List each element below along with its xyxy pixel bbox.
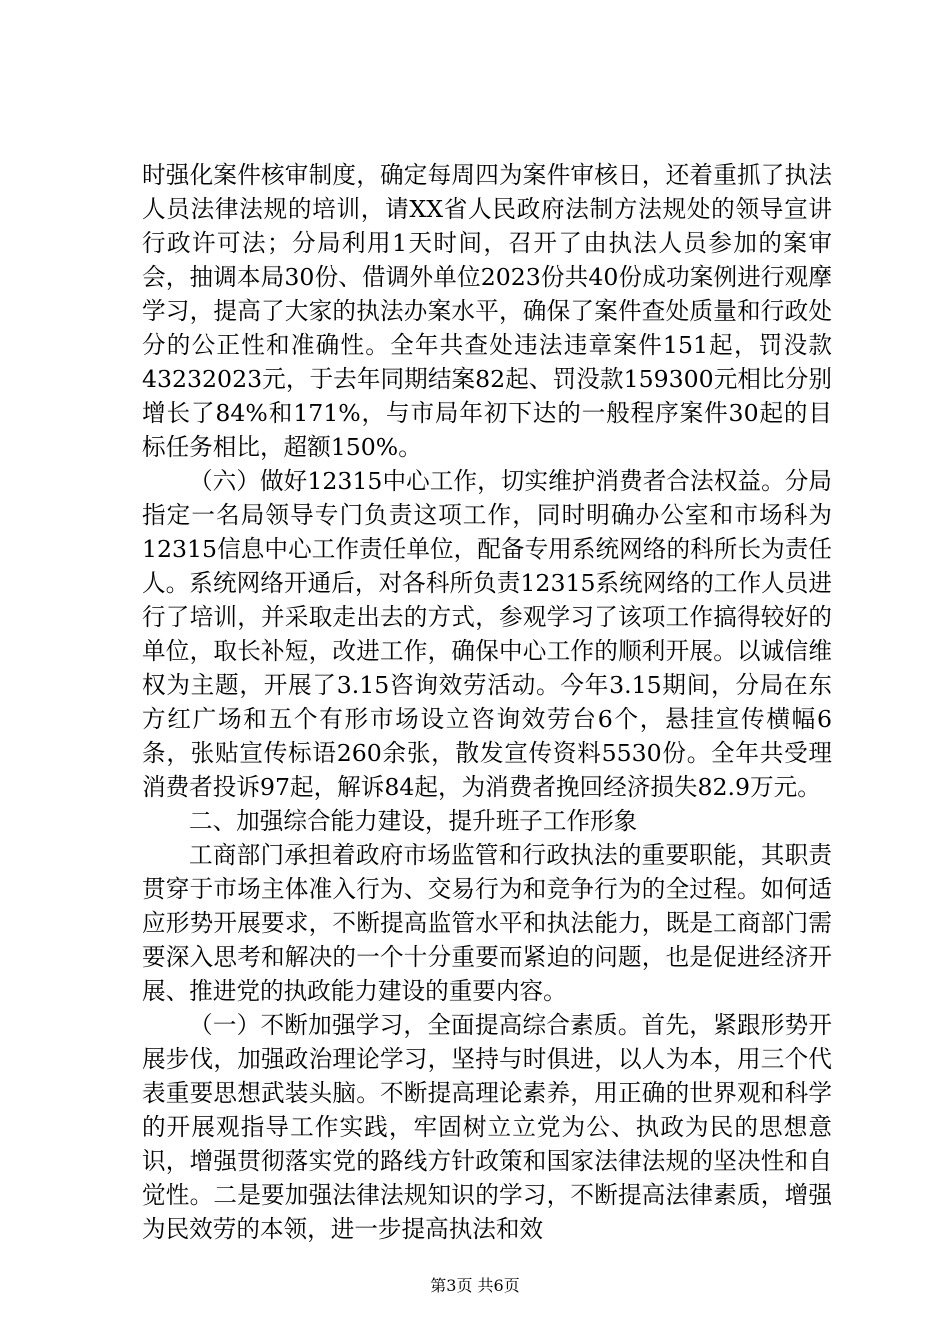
paragraph-case-review: 时强化案件核审制度，确定每周四为案件审核日，还着重抓了执法人员法律法规的培训，请XX省人民政府法制方法规处的领导宣讲行政许可法；分局利用1天时间，召开了由执法人员参加的案审会，抽调本局30份、借调外单位2023份共40份成功案例进行观摩学习，提高了大家的执法办案水平，确保了案件查处质量和行政处分的公正性和准确性。全年共查处违法违章案件151起，罚没款43232023元，于去年同期结案82起、罚没款159300元相比分别增长了84%和171%，与市局年初下达的一般程序案件30起的目标任务相比，超额150%。 (142, 161, 832, 461)
section-heading-capacity-building: 二、加强综合能力建设，提升班子工作形象 (189, 807, 638, 835)
page-number-footer: 第3页 共6页 (430, 1276, 520, 1295)
paragraph-duties: 工商部门承担着政府市场监管和行政执法的重要职能，其职责贯穿于市场主体准入行为、交易行为和竞争行为的全过程。如何适应形势开展要求，不断提高监管水平和执法能力，既是工商部门需要深入思考和解决的一个十分重要而紧迫的问题，也是促进经济开展、推进党的执政能力建设的重要内容。 (142, 841, 832, 1005)
document-body (142, 158, 832, 1246)
paragraph-12315-center: （六）做好12315中心工作，切实维护消费者合法权益。分局指定一名局领导专门负责这项工作，同时明确办公室和市场科为12315信息中心工作责任单位，配备专用系统网络的科所长为责任人。系统网络开通后，对各科所负责12315系统网络的工作人员进行了培训，并采取走出去的方式，参观学习了该项工作搞得较好的单位，取长补短，改进工作，确保中心工作的顺利开展。以诚信维权为主题，开展了3.15咨询效劳活动。今年3.15期间，分局在东方红广场和五个有形市场设立咨询效劳台6个，悬挂宣传横幅6条，张贴宣传标语260余张，散发宣传资料5530份。全年共受理消费者投诉97起，解诉84起，为消费者挽回经济损失82.9万元。 (142, 467, 832, 801)
paragraph-study: （一）不断加强学习，全面提高综合素质。首先，紧跟形势开展步伐，加强政治理论学习，坚持与时俱进，以人为本，用三个代表重要思想武装头脑。不断提高理论素养，用正确的世界观和科学的开展观指导工作实践，牢固树立立党为公、执政为民的思想意识，增强贯彻落实党的路线方针政策和国家法律法规的坚决性和自觉性。二是要加强法律法规知识的学习，不断提高法律素质，增强为民效劳的本领，进一步提高执法和效 (142, 1011, 832, 1243)
